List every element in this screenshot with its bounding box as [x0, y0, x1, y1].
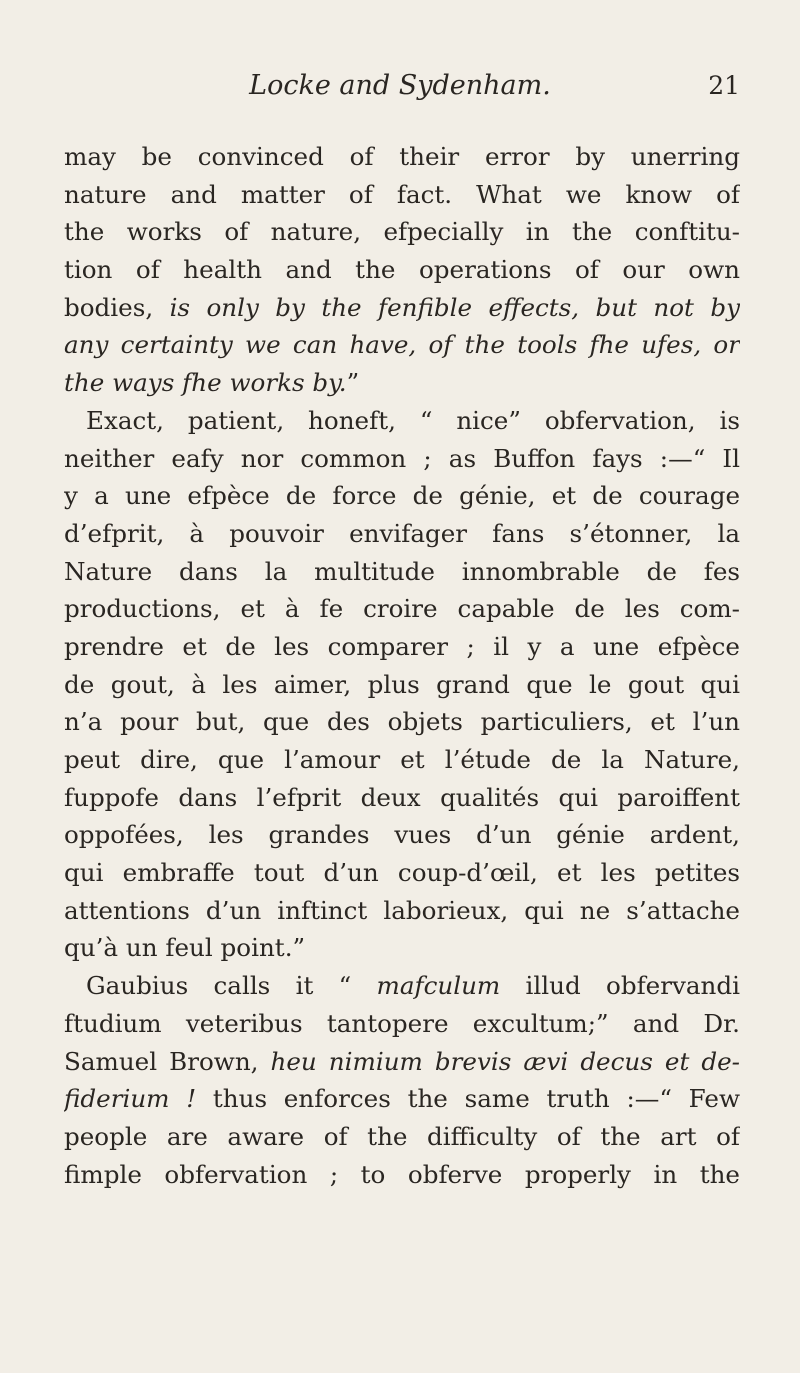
text-segment: people are aware of the difficulty of the art of: [64, 1121, 740, 1151]
text-segment: thus enforces the same truth :—“ Few: [196, 1084, 740, 1114]
text-line: [64, 854, 740, 892]
running-title: Locke and Sydenham.: [249, 70, 551, 101]
text-line: [64, 138, 740, 176]
text-segment: bodies,: [64, 292, 170, 322]
italic-text: the ways fhe works by.: [64, 368, 347, 398]
running-head: [60, 66, 740, 106]
text-segment: the works of nature, efpecially in the conftitu-: [64, 217, 740, 247]
text-line: [64, 364, 740, 402]
body-text: [64, 138, 740, 1193]
text-segment: ftudium veteribus tantopere excultum;” and Dr.: [64, 1008, 740, 1038]
text-line: [64, 477, 740, 515]
text-line: [64, 440, 740, 478]
text-segment: peut dire, que l’amour et l’étude de la Nature,: [64, 745, 740, 774]
text-line: [64, 741, 740, 779]
text-segment: n’a pour but, que des objets particuliers, et l’un: [64, 707, 740, 737]
italic-text: mafculum: [376, 971, 501, 1001]
italic-text: heu nimium brevis ævi decus et de-: [270, 1046, 740, 1076]
text-line: [64, 1156, 740, 1194]
text-segment: qu’à un feul point.”: [64, 933, 306, 963]
text-line: [64, 1043, 740, 1081]
text-segment: neither eafy nor common ; as Buffon fays :—“ Il: [64, 443, 740, 473]
italic-text: any certainty we can have, of the tools fhe ufes, or: [64, 330, 740, 360]
text-line: [64, 967, 740, 1005]
text-segment: qui embraffe tout d’un coup-d’œil, et les petites: [64, 858, 740, 888]
text-segment: oppofées, les grandes vues d’un génie ardent,: [64, 820, 740, 850]
text-line: [64, 251, 740, 289]
text-line: [64, 779, 740, 817]
text-line: [64, 515, 740, 553]
text-segment: illud obfervandi: [500, 971, 740, 1001]
text-segment: may be convinced of their error by unerring: [64, 142, 740, 171]
text-line: [64, 703, 740, 741]
text-line: [64, 590, 740, 628]
text-line: [64, 892, 740, 930]
text-segment: Exact, patient, honeft, “ nice” obfervation, is: [86, 405, 740, 435]
text-segment: Nature dans la multitude innombrable de fes: [64, 556, 740, 586]
text-line: [64, 1005, 740, 1043]
text-line: [64, 176, 740, 214]
text-segment: prendre et de les comparer ; il y a une efpèce: [64, 631, 740, 661]
text-line: [64, 553, 740, 591]
text-segment: nature and matter of fact. What we know of: [64, 179, 740, 209]
text-segment: fuppofe dans l’efprit deux qualités qui paroiffent: [64, 782, 740, 812]
text-line: [64, 666, 740, 704]
text-segment: Samuel Brown,: [64, 1046, 271, 1076]
text-segment: fimple obfervation ; to obferve properly in the: [64, 1159, 740, 1189]
text-segment: productions, et à fe croire capable de les com-: [64, 594, 740, 624]
text-line: [64, 929, 740, 967]
text-line: [64, 326, 740, 364]
text-segment: ”: [346, 368, 360, 398]
text-line: [64, 289, 740, 327]
text-segment: tion of health and the operations of our own: [64, 255, 740, 285]
text-segment: y a une efpèce de force de génie, et de courage: [64, 481, 740, 511]
text-line: [64, 1118, 740, 1156]
text-segment: attentions d’un inftinct laborieux, qui ne s’attache: [64, 895, 740, 925]
text-line: [64, 1080, 740, 1118]
text-segment: de gout, à les aimer, plus grand que le gout qui: [64, 669, 740, 699]
text-line: [64, 816, 740, 854]
text-segment: d’efprit, à pouvoir envifager fans s’étonner, la: [64, 518, 740, 548]
text-line: [64, 628, 740, 666]
text-line: [64, 213, 740, 251]
text-line: [64, 402, 740, 440]
italic-text: is only by the fenfible effects, but not by: [169, 292, 740, 322]
italic-text: fiderium !: [64, 1084, 197, 1114]
page-number: 21: [708, 71, 740, 100]
text-segment: Gaubius calls it “: [86, 971, 377, 1001]
